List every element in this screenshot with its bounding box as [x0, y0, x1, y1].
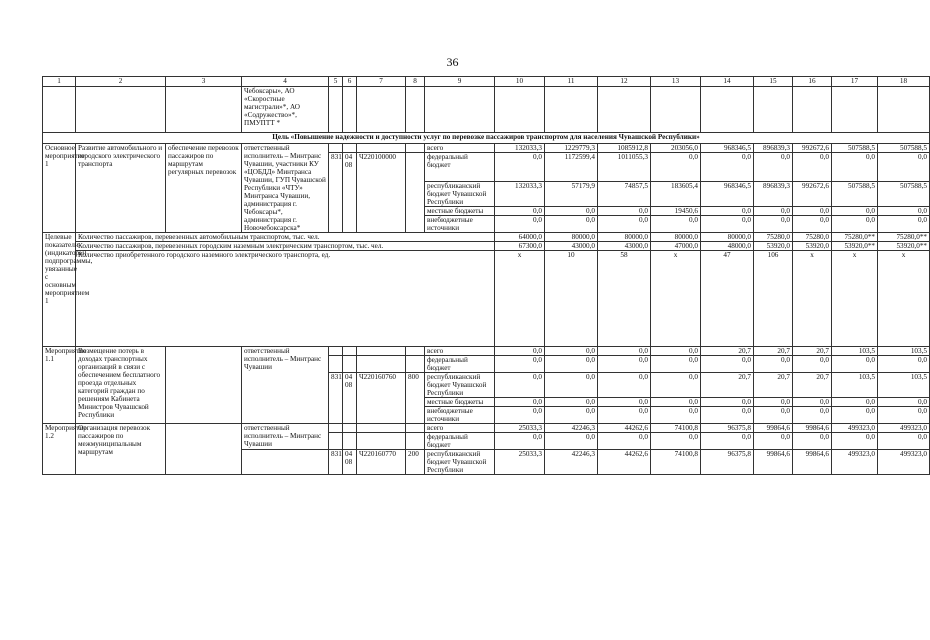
funding-source: местные бюджеты: [425, 398, 495, 407]
measure-name: Основное мероприятие 1: [43, 144, 76, 233]
funding-value: 0,0: [495, 398, 545, 407]
indicator-name: Количество пассажиров, перевезенных автомобильным транспортом, тыс. чел.: [76, 233, 495, 242]
funding-value: 20,7: [793, 347, 832, 356]
measure-task: обеспечение перевозок пассажиров по маршрутам регулярных перевозок: [166, 144, 242, 233]
funding-value: 1229779,3: [545, 144, 598, 153]
funding-value: 507588,5: [878, 144, 930, 153]
funding-value: 99864,6: [754, 450, 793, 475]
funding-value: 0,0: [878, 153, 930, 182]
funding-value: 968346,5: [701, 182, 754, 207]
funding-value: 0,0: [793, 356, 832, 373]
funding-value: 0,0: [598, 398, 651, 407]
goal-title: Цель «Повышение надежности и доступности услуг по перевозке пассажиров транспортом для населения Чувашской Республики»: [43, 133, 930, 144]
funding-value: 0,0: [878, 207, 930, 216]
column-number: 15: [754, 77, 793, 87]
measure-row: [43, 144, 930, 153]
funding-value: 0,0: [545, 433, 598, 450]
funding-value: 0,0: [754, 407, 793, 424]
code-cell: [406, 424, 425, 433]
code-cell: [329, 347, 343, 356]
funding-value: 203056,0: [651, 144, 701, 153]
indicator-value: 80000,0: [545, 233, 598, 242]
code-cell: [343, 144, 357, 153]
target-article: Ч220100000: [357, 153, 406, 233]
funding-value: 0,0: [651, 433, 701, 450]
funding-value: 0,0: [793, 407, 832, 424]
funding-value: 0,0: [598, 207, 651, 216]
indicator-name: Количество приобретенного городского наземного электрического транспорта, ед.: [76, 251, 495, 347]
empty-cell: [43, 87, 76, 133]
funding-value: 20,7: [701, 373, 754, 398]
target-article: Ч220160770: [357, 450, 406, 475]
funding-value: 0,0: [832, 407, 878, 424]
funding-value: 132033,3: [495, 182, 545, 207]
funding-value: 0,0: [701, 207, 754, 216]
funding-value: 0,0: [495, 153, 545, 182]
empty-cell: [357, 87, 406, 133]
funding-value: 0,0: [545, 407, 598, 424]
code-cell: [357, 424, 406, 433]
funding-value: 99864,6: [754, 424, 793, 433]
funding-value: 0,0: [651, 216, 701, 233]
empty-cell: [329, 87, 343, 133]
measure-task: [166, 424, 242, 475]
empty-cell: [878, 87, 930, 133]
funding-value: 507588,5: [832, 182, 878, 207]
indicator-value: 67300,0: [495, 242, 545, 251]
indicator-value: x: [495, 251, 545, 347]
indicator-row: [43, 242, 930, 251]
column-number: 3: [166, 77, 242, 87]
funding-value: 20,7: [754, 373, 793, 398]
code-cell: [343, 356, 357, 373]
funding-value: 507588,5: [878, 182, 930, 207]
indicator-value: x: [832, 251, 878, 347]
continuation-row: [43, 87, 930, 133]
code-cell: [406, 347, 425, 356]
funding-value: 20,7: [754, 347, 793, 356]
funding-value: 25033,3: [495, 424, 545, 433]
code-cell: [406, 356, 425, 373]
empty-cell: [754, 87, 793, 133]
responsible-executor: ответственный исполнитель – Минтранс Чувашии: [242, 347, 329, 424]
funding-value: 896839,3: [754, 182, 793, 207]
indicator-value: 58: [598, 251, 651, 347]
code-cell: [329, 424, 343, 433]
funding-value: 96375,8: [701, 450, 754, 475]
funding-value: 0,0: [545, 216, 598, 233]
indicator-value: 53920,0: [793, 242, 832, 251]
indicator-value: 10: [545, 251, 598, 347]
indicator-value: 80000,0: [701, 233, 754, 242]
funding-value: 507588,5: [832, 144, 878, 153]
funding-value: 0,0: [832, 356, 878, 373]
funding-value: 0,0: [832, 207, 878, 216]
funding-value: 499323,0: [832, 450, 878, 475]
funding-value: 0,0: [832, 433, 878, 450]
code-cell: [357, 433, 406, 450]
funding-value: 0,0: [701, 153, 754, 182]
funding-value: 0,0: [878, 216, 930, 233]
expense-type: [406, 153, 425, 233]
empty-cell: [832, 87, 878, 133]
column-number: 18: [878, 77, 930, 87]
funding-value: 0,0: [793, 153, 832, 182]
funding-value: 0,0: [598, 433, 651, 450]
responsible-executor: ответственный исполнитель – Минтранс Чувашии, участники КУ «ЦОБДД» Минтранса Чувашии, ГУП Чувашской Республики «ЧТУ» Минтранса Чувашии, администрация г. Чебоксары*, администрация г. Новочебоксарска*: [242, 144, 329, 233]
page-number: 36: [446, 55, 459, 69]
funding-value: 499323,0: [878, 424, 930, 433]
indicator-value: 80000,0: [598, 233, 651, 242]
indicator-row: [43, 233, 930, 242]
program-table: [42, 76, 930, 475]
funding-source: внебюджетные источники: [425, 216, 495, 233]
funding-value: 74857,5: [598, 182, 651, 207]
indicator-value: 75280,0**: [878, 233, 930, 242]
column-number: 7: [357, 77, 406, 87]
measure-description: Развитие автомобильного и городского электрического транспорта: [76, 144, 166, 233]
empty-cell: [651, 87, 701, 133]
measure-description: Организация перевозок пассажиров по межмуниципальным маршрутам: [76, 424, 166, 475]
measure-name: Мероприятие 1.1: [43, 347, 76, 424]
funding-value: 0,0: [754, 433, 793, 450]
funding-value: 1011055,3: [598, 153, 651, 182]
funding-value: 20,7: [793, 373, 832, 398]
funding-source: республиканский бюджет Чувашской Республики: [425, 182, 495, 207]
funding-value: 0,0: [598, 356, 651, 373]
funding-value: 183605,4: [651, 182, 701, 207]
indicator-value: 43000,0: [545, 242, 598, 251]
grbs-code: 831: [329, 373, 343, 424]
header-row: [43, 77, 930, 87]
funding-value: 0,0: [793, 398, 832, 407]
empty-cell: [793, 87, 832, 133]
indicator-value: 64000,0: [495, 233, 545, 242]
code-cell: [343, 433, 357, 450]
funding-source: федеральный бюджет: [425, 433, 495, 450]
code-cell: [357, 347, 406, 356]
funding-value: 0,0: [495, 433, 545, 450]
column-number: 13: [651, 77, 701, 87]
funding-value: 0,0: [598, 347, 651, 356]
funding-value: 0,0: [754, 356, 793, 373]
empty-cell: [406, 87, 425, 133]
funding-value: 0,0: [495, 216, 545, 233]
funding-value: 0,0: [832, 153, 878, 182]
empty-cell: [76, 87, 166, 133]
funding-value: 0,0: [701, 407, 754, 424]
funding-value: 42246,3: [545, 450, 598, 475]
funding-value: 20,7: [701, 347, 754, 356]
indicator-value: 53920,0**: [878, 242, 930, 251]
indicator-value: x: [878, 251, 930, 347]
grbs-code: 831: [329, 450, 343, 475]
funding-source: федеральный бюджет: [425, 356, 495, 373]
empty-cell: [495, 87, 545, 133]
measure-description: Возмещение потерь в доходах транспортных организаций в связи с обеспечением бесплатного проезда отдельных категорий граждан по решениям Кабинета Министров Чувашской Республики: [76, 347, 166, 424]
indicator-value: 43000,0: [598, 242, 651, 251]
indicator-value: 53920,0**: [832, 242, 878, 251]
measure-row: [43, 424, 930, 433]
column-number: 17: [832, 77, 878, 87]
funding-source: всего: [425, 424, 495, 433]
funding-value: 0,0: [598, 216, 651, 233]
funding-value: 499323,0: [832, 424, 878, 433]
funding-value: 0,0: [651, 407, 701, 424]
funding-value: 0,0: [793, 207, 832, 216]
funding-value: 103,5: [832, 373, 878, 398]
column-number: 8: [406, 77, 425, 87]
funding-value: 0,0: [495, 407, 545, 424]
funding-value: 0,0: [651, 347, 701, 356]
empty-cell: [343, 87, 357, 133]
funding-value: 0,0: [495, 373, 545, 398]
funding-value: 0,0: [793, 433, 832, 450]
funding-value: 99864,6: [793, 424, 832, 433]
funding-value: 0,0: [754, 216, 793, 233]
funding-value: 0,0: [754, 207, 793, 216]
code-cell: [343, 347, 357, 356]
section-code: 04 08: [343, 373, 357, 424]
indicator-row: [43, 251, 930, 347]
column-number: 5: [329, 77, 343, 87]
indicator-value: x: [793, 251, 832, 347]
funding-source: местные бюджеты: [425, 207, 495, 216]
expense-type: 800: [406, 373, 425, 424]
funding-value: 0,0: [545, 207, 598, 216]
indicators-label: Целевые показатели (индикаторы) подпрограммы, увязанные с основным мероприятием 1: [43, 233, 76, 347]
code-cell: [329, 144, 343, 153]
funding-value: 44262,6: [598, 450, 651, 475]
funding-source: всего: [425, 144, 495, 153]
indicator-value: 47: [701, 251, 754, 347]
indicator-value: 47000,0: [651, 242, 701, 251]
funding-source: федеральный бюджет: [425, 153, 495, 182]
funding-value: 0,0: [878, 407, 930, 424]
funding-value: 0,0: [754, 398, 793, 407]
funding-value: 99864,6: [793, 450, 832, 475]
funding-source: внебюджетные источники: [425, 407, 495, 424]
funding-value: 42246,3: [545, 424, 598, 433]
column-number: 9: [425, 77, 495, 87]
column-number: 14: [701, 77, 754, 87]
funding-value: 57179,9: [545, 182, 598, 207]
funding-value: 103,5: [878, 347, 930, 356]
code-cell: [357, 356, 406, 373]
column-number: 6: [343, 77, 357, 87]
empty-cell: [545, 87, 598, 133]
funding-value: 0,0: [701, 356, 754, 373]
funding-value: 1172599,4: [545, 153, 598, 182]
funding-value: 0,0: [832, 398, 878, 407]
indicator-value: 80000,0: [651, 233, 701, 242]
target-article: Ч220160760: [357, 373, 406, 424]
funding-value: 0,0: [878, 356, 930, 373]
goal-row: [43, 133, 930, 144]
section-code: 04 08: [343, 450, 357, 475]
funding-value: 0,0: [598, 373, 651, 398]
column-number: 16: [793, 77, 832, 87]
funding-value: 0,0: [701, 433, 754, 450]
code-cell: [406, 144, 425, 153]
column-number: 11: [545, 77, 598, 87]
code-cell: [406, 433, 425, 450]
empty-cell: [598, 87, 651, 133]
column-number: 12: [598, 77, 651, 87]
funding-value: 0,0: [754, 153, 793, 182]
grbs-code: 831: [329, 153, 343, 233]
expense-type: 200: [406, 450, 425, 475]
code-cell: [329, 356, 343, 373]
funding-value: 0,0: [598, 407, 651, 424]
measure-name: Мероприятие 1.2: [43, 424, 76, 475]
funding-value: 0,0: [651, 153, 701, 182]
empty-cell: [701, 87, 754, 133]
funding-value: 896839,3: [754, 144, 793, 153]
indicator-value: 106: [754, 251, 793, 347]
column-number: 10: [495, 77, 545, 87]
column-number: 1: [43, 77, 76, 87]
funding-value: 0,0: [495, 207, 545, 216]
funding-source: всего: [425, 347, 495, 356]
funding-value: 132033,3: [495, 144, 545, 153]
funding-value: 0,0: [832, 216, 878, 233]
indicator-value: 53920,0: [754, 242, 793, 251]
indicator-name: Количество пассажиров, перевезенных городским наземным электрическим транспортом, тыс. чел.: [76, 242, 495, 251]
funding-value: 0,0: [793, 216, 832, 233]
empty-cell: [166, 87, 242, 133]
funding-value: 0,0: [651, 373, 701, 398]
funding-value: 0,0: [545, 398, 598, 407]
funding-value: 74100,8: [651, 450, 701, 475]
indicator-value: 48000,0: [701, 242, 754, 251]
funding-value: 499323,0: [878, 450, 930, 475]
funding-value: 0,0: [495, 356, 545, 373]
indicator-value: 75280,0: [793, 233, 832, 242]
section-code: 04 08: [343, 153, 357, 233]
code-cell: [343, 424, 357, 433]
participants-cell: Чебоксары», АО «Скоростные магистрали»*, АО «Содружество»*, ПМУПТТ *: [242, 87, 329, 133]
column-number: 4: [242, 77, 329, 87]
funding-value: 74100,8: [651, 424, 701, 433]
empty-cell: [425, 87, 495, 133]
funding-value: 968346,5: [701, 144, 754, 153]
funding-value: 992672,6: [793, 144, 832, 153]
funding-source: республиканский бюджет Чувашской Республики: [425, 450, 495, 475]
measure-task: [166, 347, 242, 424]
funding-value: 19450,6: [651, 207, 701, 216]
funding-value: 1085912,8: [598, 144, 651, 153]
funding-value: 0,0: [701, 216, 754, 233]
funding-value: 0,0: [545, 347, 598, 356]
funding-value: 0,0: [651, 356, 701, 373]
funding-value: 103,5: [832, 347, 878, 356]
funding-value: 0,0: [651, 398, 701, 407]
funding-value: 0,0: [878, 398, 930, 407]
funding-value: 0,0: [878, 433, 930, 450]
responsible-executor: ответственный исполнитель – Минтранс Чувашии: [242, 424, 329, 450]
funding-value: 0,0: [701, 398, 754, 407]
empty-cell: [242, 450, 329, 475]
funding-value: 0,0: [545, 356, 598, 373]
funding-value: 103,5: [878, 373, 930, 398]
measure-row: [43, 347, 930, 356]
code-cell: [329, 433, 343, 450]
funding-value: 0,0: [545, 373, 598, 398]
funding-value: 96375,8: [701, 424, 754, 433]
indicator-value: 75280,0**: [832, 233, 878, 242]
code-cell: [357, 144, 406, 153]
funding-source: республиканский бюджет Чувашской Республики: [425, 373, 495, 398]
indicator-value: 75280,0: [754, 233, 793, 242]
funding-value: 44262,6: [598, 424, 651, 433]
funding-value: 25033,3: [495, 450, 545, 475]
funding-value: 992672,6: [793, 182, 832, 207]
funding-value: 0,0: [495, 347, 545, 356]
indicator-value: x: [651, 251, 701, 347]
column-number: 2: [76, 77, 166, 87]
